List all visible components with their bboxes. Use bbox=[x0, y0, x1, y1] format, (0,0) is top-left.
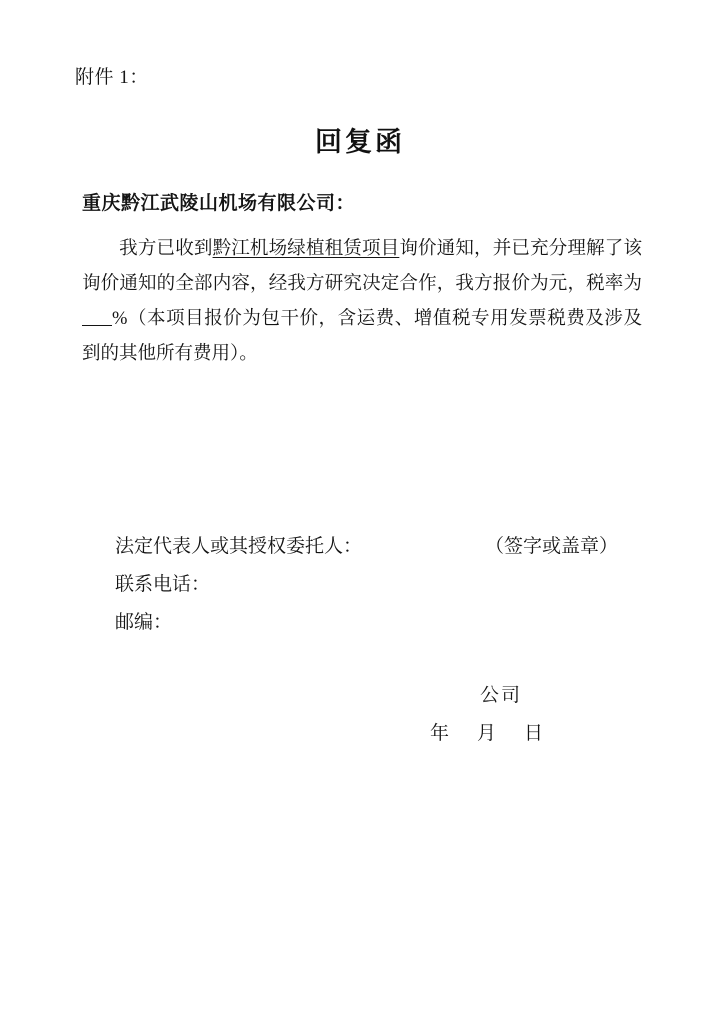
phone-row bbox=[115, 566, 635, 604]
body-line2: 该询价通知的全部内容，经我方研究决定合作，我方报价为 bbox=[82, 239, 642, 294]
body-line4: 费及涉及到的其他所有费用）。 bbox=[82, 309, 642, 364]
postcode-row bbox=[115, 604, 635, 642]
phone-label: 联系电话： bbox=[115, 574, 211, 595]
tax-rate-blank[interactable] bbox=[82, 308, 112, 326]
date-month: 月 bbox=[477, 723, 497, 744]
signature-block bbox=[115, 528, 635, 642]
body-line3-suffix: （本项目报价为包干价，含运费、增值税专用发票税 bbox=[127, 309, 567, 329]
recipient-line: 重庆黔江武陵山机场有限公司： bbox=[82, 193, 356, 214]
percent-sign: % bbox=[112, 309, 128, 329]
date-line bbox=[430, 718, 543, 745]
legal-rep-label: 法定代表人或其授权委托人： bbox=[115, 536, 363, 557]
body-line3-prefix: 元，税率为 bbox=[548, 274, 642, 294]
page-title: 回复函 bbox=[315, 127, 405, 157]
legal-rep-note: （签字或盖章） bbox=[485, 536, 619, 557]
body-line1-prefix: 我方已收到 bbox=[119, 239, 213, 259]
project-name-underlined: 黔江机场绿植租赁项目 bbox=[212, 239, 400, 259]
date-day: 日 bbox=[524, 723, 544, 744]
date-year: 年 bbox=[430, 723, 450, 744]
body-paragraph bbox=[82, 232, 642, 372]
legal-rep-row bbox=[115, 528, 635, 566]
letter-body bbox=[82, 232, 642, 372]
company-label: 公司 bbox=[480, 685, 523, 706]
attachment-label: 附件 1： bbox=[75, 67, 149, 88]
postcode-label: 邮编： bbox=[115, 612, 173, 633]
body-line1-suffix: 询价通知，并已充分理解了 bbox=[399, 239, 624, 259]
